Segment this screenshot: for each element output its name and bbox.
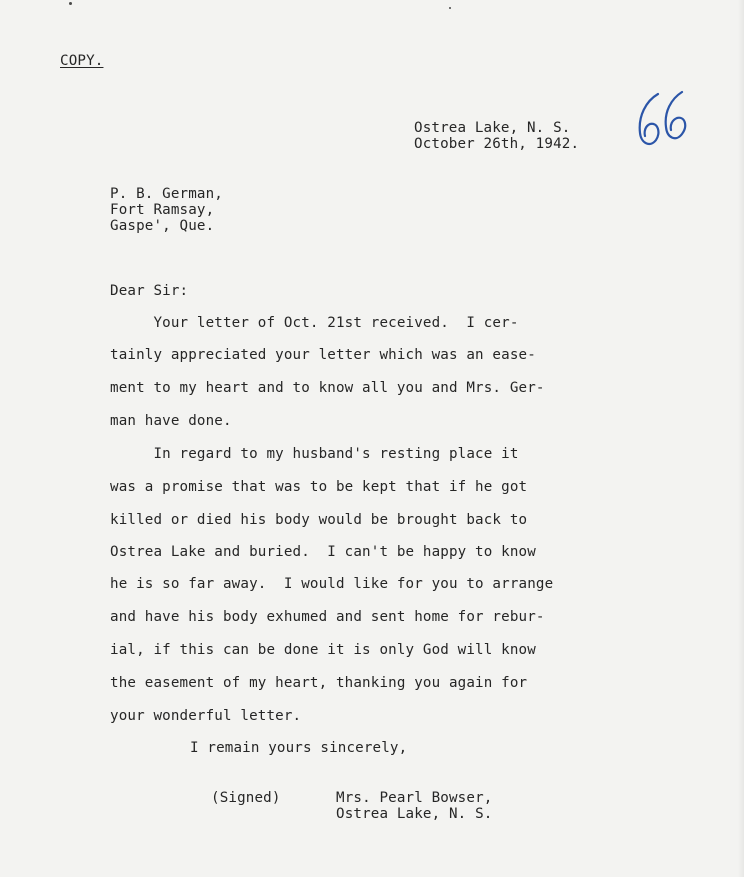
letter-date: October 26th, 1942. (414, 136, 580, 152)
paper-speck (449, 7, 451, 9)
copy-label: COPY. (60, 53, 104, 69)
body-line: Your letter of Oct. 21st received. I cer- (110, 315, 519, 331)
folio-handwriting (634, 88, 696, 150)
body-line: your wonderful letter. (110, 708, 302, 724)
body-line: was a promise that was to be kept that if he got (110, 479, 528, 495)
body-line: tainly appreciated your letter which was an ease- (110, 347, 536, 363)
signatory-name: Mrs. Pearl Bowser, (336, 790, 493, 806)
closing: I remain yours sincerely, (190, 740, 408, 756)
salutation: Dear Sir: (110, 283, 189, 299)
paper-speck (69, 2, 72, 5)
signed-label: (Signed) (211, 790, 281, 806)
body-line: man have done. (110, 413, 232, 429)
body-line: ial, if this can be done it is only God will know (110, 642, 536, 658)
body-line: Ostrea Lake and buried. I can't be happy to know (110, 544, 536, 560)
signatory-location: Ostrea Lake, N. S. (336, 806, 493, 822)
body-line: and have his body exhumed and sent home for rebur- (110, 609, 545, 625)
handwritten-folio-number (634, 88, 696, 150)
body-line: killed or died his body would be brought back to (110, 512, 528, 528)
recipient-line-2: Fort Ramsay, (110, 202, 215, 218)
body-line: the easement of my heart, thanking you again for (110, 675, 528, 691)
body-line: he is so far away. I would like for you to arrange (110, 576, 554, 592)
sender-location-line-1: Ostrea Lake, N. S. (414, 120, 571, 136)
body-line: ment to my heart and to know all you and Mrs. Ger- (110, 380, 545, 396)
body-line: In regard to my husband's resting place it (110, 446, 519, 462)
recipient-line-1: P. B. German, (110, 186, 223, 202)
recipient-line-3: Gaspe', Que. (110, 218, 215, 234)
